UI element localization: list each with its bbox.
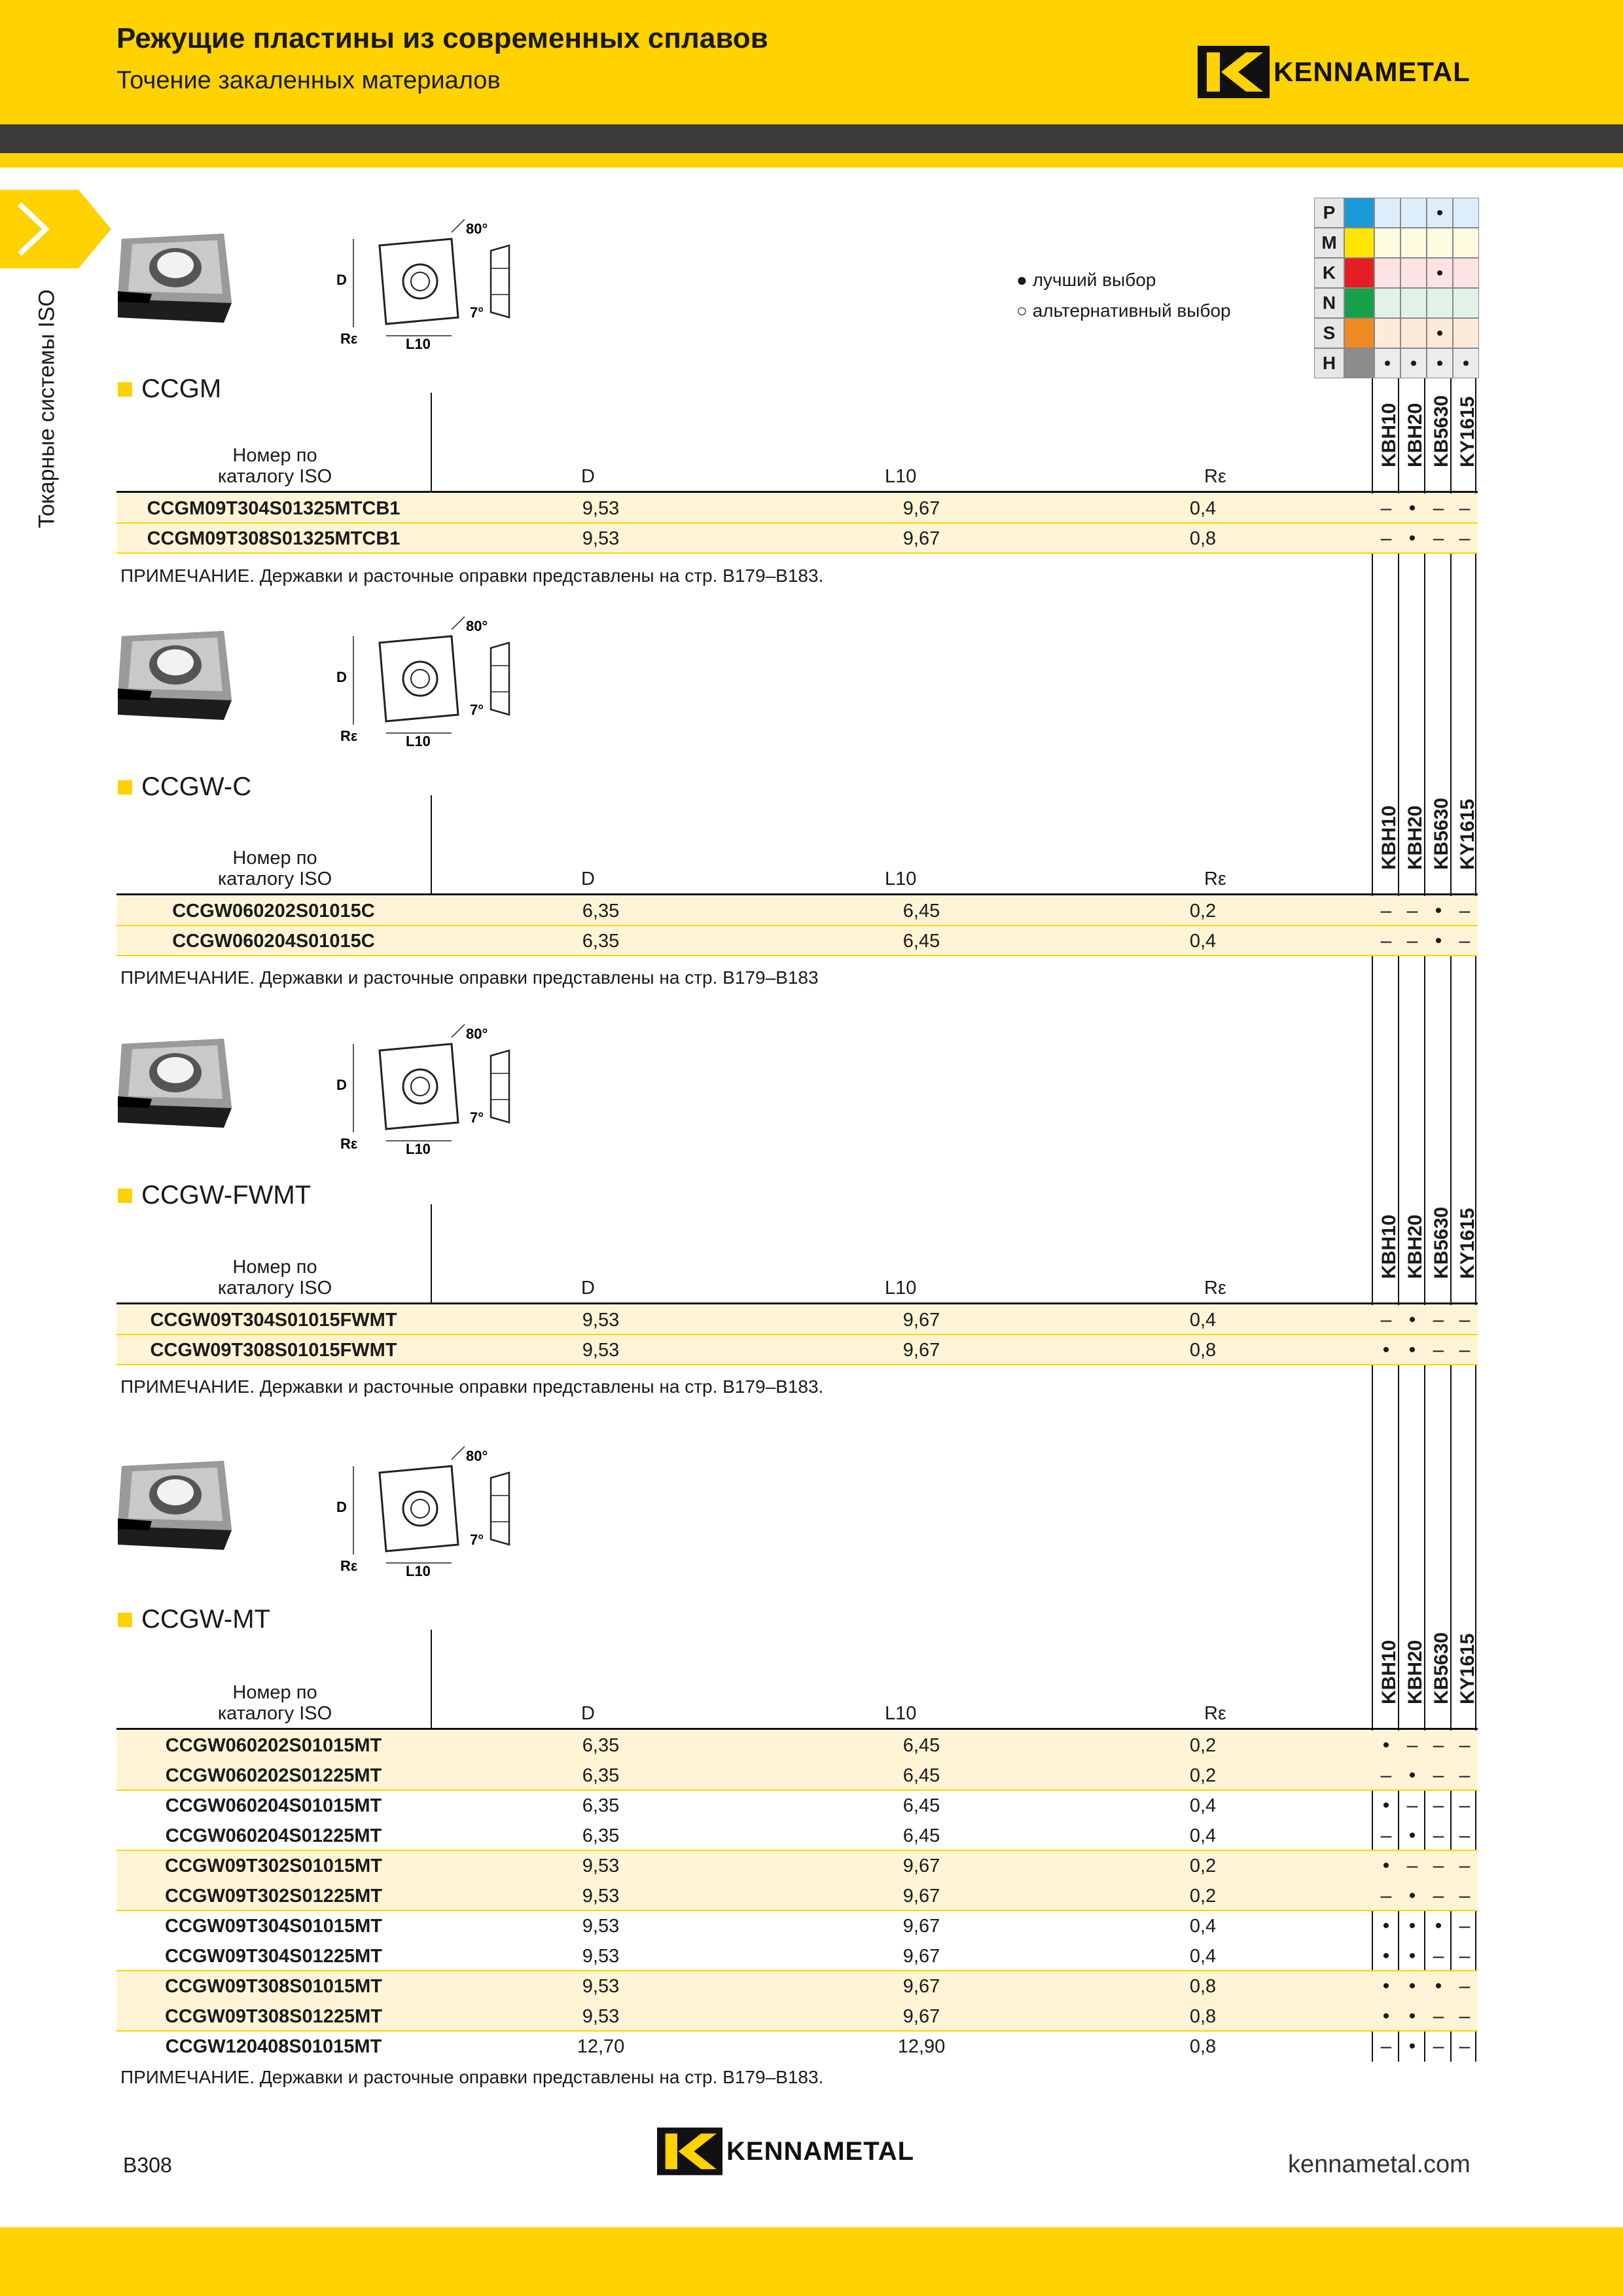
drawing-d-label: D	[336, 669, 347, 685]
insert-technical-drawing	[327, 1446, 537, 1577]
drawing-angle-label: 80°	[466, 1448, 488, 1464]
section-title: CCGM	[118, 374, 221, 404]
l10-value: 9,67	[902, 528, 940, 549]
grade-availability-mark: –	[1459, 1975, 1471, 1997]
grade-availability-mark: •	[1435, 930, 1442, 952]
drawing-re-label: Rε	[340, 1136, 358, 1152]
d-column-header: D	[581, 869, 595, 889]
re-value: 0,2	[1189, 1856, 1217, 1876]
grade-availability-mark: •	[1382, 1975, 1390, 1997]
l10-value: 9,67	[902, 1340, 940, 1361]
l10-value: 9,67	[902, 1310, 940, 1331]
grade-availability-mark: •	[1382, 1915, 1390, 1937]
header-dark-band	[0, 124, 1623, 153]
l10-value: 6,45	[902, 1825, 940, 1846]
material-grade-mark	[1400, 198, 1427, 228]
material-grade-mark: •	[1427, 258, 1453, 288]
grade-header: KBH20	[1404, 1640, 1426, 1704]
l10-column-header: L10	[885, 1703, 917, 1724]
re-value: 0,2	[1189, 1886, 1217, 1907]
grade-availability-mark: –	[1459, 1855, 1471, 1876]
l10-value: 6,45	[902, 901, 940, 922]
re-value: 0,4	[1189, 1795, 1217, 1816]
insert-technical-drawing	[327, 617, 537, 747]
grade-availability-mark: –	[1459, 1945, 1471, 1967]
grade-availability-mark: –	[1459, 1309, 1471, 1331]
grade-availability-mark: –	[1380, 1309, 1392, 1331]
yellow-square-icon	[118, 382, 132, 397]
grade-availability-mark: –	[1459, 2036, 1471, 2057]
material-grade-mark	[1400, 318, 1427, 348]
grade-header: KBH20	[1404, 1214, 1426, 1279]
section-note: ПРИМЕЧАНИЕ. Державки и расточные оправки представлены на стр. B179–B183.	[120, 2067, 824, 2087]
grade-header: KBH10	[1378, 805, 1400, 870]
re-value: 0,4	[1189, 1310, 1217, 1331]
catalog-number: CCGW09T304S01225MT	[164, 1946, 383, 1967]
d-value: 6,35	[582, 1765, 620, 1786]
grade-header: KBH20	[1404, 805, 1426, 870]
d-value: 9,53	[582, 1946, 620, 1967]
material-row-k	[1314, 258, 1479, 288]
re-column-header: Rε	[1204, 1278, 1226, 1299]
grade-availability-mark: •	[1408, 1339, 1416, 1361]
material-grade-mark: •	[1427, 198, 1453, 228]
grade-availability-mark: •	[1408, 528, 1416, 549]
grade-availability-mark: •	[1382, 1734, 1390, 1756]
material-grade-mark	[1374, 258, 1400, 288]
grade-availability-mark: –	[1433, 1339, 1444, 1361]
product-table	[116, 1305, 1478, 1365]
d-value: 9,53	[582, 1340, 620, 1361]
d-value: 9,53	[582, 498, 620, 519]
d-value: 6,35	[582, 1735, 620, 1756]
material-row-m	[1314, 228, 1479, 258]
material-grade-mark	[1453, 228, 1479, 258]
catalog-number: CCGW09T304S01015FWMT	[150, 1310, 397, 1331]
re-value: 0,4	[1189, 1946, 1217, 1967]
material-grade-mark	[1427, 288, 1453, 318]
material-letter: K	[1314, 258, 1344, 288]
kennametal-k-icon	[657, 2127, 722, 2176]
grade-header: KBH20	[1404, 403, 1426, 467]
table-row	[116, 1335, 1478, 1365]
legend-alternative: ○ альтернативный выбор	[1016, 300, 1231, 321]
d-value: 6,35	[582, 901, 620, 922]
grade-availability-mark: –	[1406, 900, 1418, 922]
d-value: 9,53	[582, 1310, 620, 1331]
catalog-number: CCGW09T302S01015MT	[164, 1856, 383, 1876]
material-letter: S	[1314, 318, 1344, 348]
grade-availability-mark: –	[1459, 1825, 1471, 1846]
grade-availability-mark: –	[1433, 497, 1444, 519]
grade-availability-mark: –	[1459, 1734, 1471, 1756]
l10-column-header: L10	[885, 1278, 917, 1299]
kennametal-logo	[1198, 46, 1471, 98]
grade-availability-mark: •	[1382, 1795, 1390, 1816]
grade-availability-mark: –	[1433, 1855, 1444, 1876]
d-value: 9,53	[582, 1976, 620, 1997]
grade-availability-mark: –	[1459, 497, 1471, 519]
re-value: 0,8	[1189, 528, 1217, 549]
material-color-swatch	[1344, 198, 1374, 228]
catalog-number-header: Номер по каталогу ISO	[217, 445, 332, 487]
grade-availability-mark: •	[1408, 1825, 1416, 1846]
grade-availability-mark: –	[1433, 1309, 1444, 1331]
grade-availability-mark: –	[1380, 2036, 1392, 2057]
re-value: 0,8	[1189, 1340, 1217, 1361]
grade-header: KB5630	[1431, 395, 1452, 467]
insert-technical-drawing	[327, 219, 537, 350]
grade-availability-mark: –	[1433, 1734, 1444, 1756]
material-row-s	[1314, 318, 1479, 348]
d-value: 9,53	[582, 1886, 620, 1907]
table-row	[116, 524, 1478, 554]
material-grade-mark	[1374, 228, 1400, 258]
drawing-d-label: D	[336, 1499, 347, 1515]
section-note: ПРИМЕЧАНИЕ. Державки и расточные оправки представлены на стр. B179–B183	[120, 967, 819, 988]
re-value: 0,8	[1189, 2006, 1217, 2027]
drawing-l10-label: L10	[406, 1563, 431, 1577]
grade-availability-mark: –	[1406, 930, 1418, 952]
grade-availability-mark: •	[1408, 2005, 1416, 2027]
table-row	[116, 1821, 1478, 1851]
catalog-number: CCGM09T308S01325MTCB1	[147, 528, 401, 549]
drawing-re-label: Rε	[340, 1558, 358, 1574]
side-section-label: Токарные системы ISO	[34, 289, 60, 528]
l10-value: 9,67	[902, 1856, 940, 1876]
re-value: 0,4	[1189, 1825, 1217, 1846]
re-column-header: Rε	[1204, 1703, 1226, 1724]
table-row	[116, 1791, 1478, 1821]
grade-availability-mark: –	[1380, 1885, 1392, 1907]
drawing-angle-label: 80°	[466, 1026, 488, 1042]
catalog-number: CCGW120408S01015MT	[165, 2036, 382, 2057]
material-letter: M	[1314, 228, 1344, 258]
re-value: 0,8	[1189, 1976, 1217, 1997]
grade-availability-mark: •	[1435, 900, 1442, 922]
catalog-number: CCGW060202S01015C	[172, 901, 375, 922]
table-row	[116, 1911, 1478, 1941]
re-value: 0,2	[1189, 901, 1217, 922]
grade-header: KB5630	[1431, 797, 1452, 870]
insert-technical-drawing	[327, 1024, 537, 1155]
d-value: 9,53	[582, 1916, 620, 1937]
material-grade-mark: •	[1427, 348, 1453, 378]
re-value: 0,2	[1189, 1765, 1217, 1786]
grade-availability-mark: –	[1459, 2005, 1471, 2027]
l10-value: 9,67	[902, 1946, 940, 1967]
d-value: 12,70	[577, 2036, 625, 2057]
drawing-clearance-label: 7°	[470, 1109, 484, 1126]
material-grade-mark: •	[1453, 348, 1479, 378]
grade-availability-mark: –	[1380, 497, 1392, 519]
catalog-number: CCGM09T304S01325MTCB1	[147, 498, 401, 519]
re-value: 0,4	[1189, 498, 1217, 519]
product-table	[116, 896, 1478, 956]
section-title: CCGW-MT	[118, 1605, 270, 1634]
grade-availability-mark: –	[1459, 1885, 1471, 1907]
grade-header: KY1615	[1457, 1633, 1478, 1704]
grade-availability-mark: –	[1459, 1339, 1471, 1361]
insert-photo-icon	[113, 623, 237, 728]
material-grade-mark	[1453, 198, 1479, 228]
table-header-divider	[431, 795, 432, 893]
table-row	[116, 1761, 1478, 1791]
re-value: 0,4	[1189, 1916, 1217, 1937]
catalog-number: CCGW060204S01015MT	[165, 1795, 382, 1816]
material-color-swatch	[1344, 288, 1374, 318]
catalog-number-header: Номер по каталогу ISO	[217, 848, 332, 889]
grade-availability-mark: •	[1408, 1765, 1416, 1786]
material-grade-mark	[1374, 198, 1400, 228]
d-value: 9,53	[582, 2006, 620, 2027]
grade-header: KB5630	[1431, 1206, 1452, 1279]
website-link[interactable]: kennametal.com	[1288, 2151, 1471, 2178]
material-color-swatch	[1344, 228, 1374, 258]
l10-value: 6,45	[902, 931, 940, 952]
drawing-d-label: D	[336, 272, 347, 288]
table-row	[116, 896, 1478, 926]
l10-value: 9,67	[902, 1886, 940, 1907]
material-color-swatch	[1344, 258, 1374, 288]
material-letter: N	[1314, 288, 1344, 318]
catalog-number: CCGW060202S01225MT	[165, 1765, 382, 1786]
section-title: CCGW-FWMT	[118, 1181, 311, 1210]
footer-kennametal-logo	[657, 2127, 914, 2176]
material-grade-mark	[1453, 318, 1479, 348]
grade-header: KY1615	[1457, 396, 1478, 467]
catalog-number: CCGW09T304S01015MT	[164, 1916, 383, 1937]
grade-header: KBH10	[1378, 1214, 1400, 1279]
drawing-d-label: D	[336, 1077, 347, 1093]
grade-availability-mark: –	[1433, 1945, 1444, 1967]
grade-header: KY1615	[1457, 798, 1478, 870]
grade-availability-mark: –	[1459, 930, 1471, 952]
grade-availability-mark: •	[1382, 2005, 1390, 2027]
catalog-number: CCGW060202S01015MT	[165, 1735, 382, 1756]
material-grade-mark	[1453, 258, 1479, 288]
material-color-swatch	[1344, 348, 1374, 378]
grade-availability-mark: –	[1433, 1825, 1444, 1846]
material-grade-mark: •	[1427, 318, 1453, 348]
l10-value: 6,45	[902, 1765, 940, 1786]
l10-value: 12,90	[897, 2036, 946, 2057]
drawing-l10-label: L10	[406, 1141, 431, 1155]
table-header-rule	[116, 1728, 1478, 1730]
grade-availability-mark: •	[1408, 497, 1416, 519]
catalog-number: CCGW09T302S01225MT	[164, 1886, 383, 1907]
table-row	[116, 1731, 1478, 1761]
logo-wordmark: KENNAMETAL	[1274, 56, 1471, 87]
grade-header: KBH10	[1378, 403, 1400, 467]
table-row	[116, 1971, 1478, 2001]
insert-photo-icon	[113, 1453, 237, 1558]
material-letter: H	[1314, 348, 1344, 378]
table-header-rule	[116, 491, 1478, 493]
l10-column-header: L10	[885, 869, 917, 889]
l10-value: 6,45	[902, 1735, 940, 1756]
material-color-swatch	[1344, 318, 1374, 348]
catalog-number: CCGW09T308S01015FWMT	[150, 1340, 397, 1361]
grade-availability-mark: –	[1380, 900, 1392, 922]
grade-availability-mark: •	[1382, 1339, 1390, 1361]
catalog-number: CCGW060204S01015C	[172, 931, 375, 952]
drawing-clearance-label: 7°	[470, 304, 484, 321]
footer-logo-wordmark: KENNAMETAL	[726, 2136, 915, 2166]
grade-availability-mark: –	[1380, 1825, 1392, 1846]
re-value: 0,2	[1189, 1735, 1217, 1756]
grade-availability-mark: –	[1459, 1765, 1471, 1786]
grade-availability-mark: •	[1408, 1945, 1416, 1967]
material-row-n	[1314, 288, 1479, 318]
material-grade-mark	[1400, 288, 1427, 318]
table-header-rule	[116, 893, 1478, 895]
grade-availability-mark: –	[1433, 1885, 1444, 1907]
section-note: ПРИМЕЧАНИЕ. Державки и расточные оправки представлены на стр. B179–B183.	[120, 565, 824, 586]
material-grade-mark: •	[1400, 348, 1427, 378]
l10-value: 9,67	[902, 1976, 940, 1997]
material-row-h	[1314, 348, 1479, 378]
material-grade-mark	[1400, 258, 1427, 288]
material-letter: P	[1314, 198, 1344, 228]
grade-availability-mark: –	[1433, 2036, 1444, 2057]
yellow-square-icon	[118, 780, 132, 795]
table-row	[116, 1881, 1478, 1911]
kennametal-k-icon	[1198, 46, 1270, 98]
grade-header: KB5630	[1431, 1632, 1452, 1704]
grade-availability-mark: •	[1435, 1975, 1442, 1997]
table-row	[116, 1941, 1478, 1971]
grade-availability-mark: –	[1380, 528, 1392, 549]
material-group-grid	[1314, 198, 1479, 378]
re-value: 0,8	[1189, 2036, 1217, 2057]
d-value: 9,53	[582, 1856, 620, 1876]
grade-availability-mark: •	[1408, 1915, 1416, 1937]
l10-value: 9,67	[902, 1916, 940, 1937]
d-value: 6,35	[582, 1795, 620, 1816]
material-grade-mark	[1453, 288, 1479, 318]
d-value: 6,35	[582, 1825, 620, 1846]
table-row	[116, 493, 1478, 524]
l10-value: 6,45	[902, 1795, 940, 1816]
section-note: ПРИМЕЧАНИЕ. Державки и расточные оправки представлены на стр. B179–B183.	[120, 1376, 824, 1397]
drawing-l10-label: L10	[406, 733, 431, 747]
legend-best: ● лучший выбор	[1016, 270, 1156, 290]
catalog-number-header: Номер по каталогу ISO	[217, 1682, 332, 1724]
insert-photo-icon	[113, 226, 237, 331]
table-row	[116, 926, 1478, 956]
grade-availability-mark: –	[1459, 1795, 1471, 1816]
table-row	[116, 1305, 1478, 1335]
grade-availability-mark: –	[1380, 1765, 1392, 1786]
grade-availability-mark: –	[1406, 1795, 1418, 1816]
page-number: B308	[123, 2153, 172, 2177]
product-table	[116, 1731, 1478, 2062]
d-column-header: D	[581, 1703, 595, 1724]
re-column-header: Rε	[1204, 869, 1226, 889]
page-title: Режущие пластины из современных сплавов	[116, 22, 768, 54]
table-header-divider	[431, 1630, 432, 1728]
l10-column-header: L10	[885, 466, 917, 487]
grade-header: KY1615	[1457, 1208, 1478, 1279]
d-column-header: D	[581, 466, 595, 487]
grade-availability-mark: –	[1433, 528, 1444, 549]
yellow-square-icon	[118, 1189, 132, 1203]
footer-band	[0, 2227, 1623, 2296]
re-value: 0,4	[1189, 931, 1217, 952]
d-column-header: D	[581, 1278, 595, 1299]
insert-photo-icon	[113, 1031, 237, 1136]
material-row-p	[1314, 198, 1479, 228]
grade-availability-mark: •	[1382, 1945, 1390, 1967]
re-column-header: Rε	[1204, 466, 1226, 487]
header-yellow-band	[0, 153, 1623, 168]
grade-availability-mark: •	[1408, 1975, 1416, 1997]
d-value: 9,53	[582, 528, 620, 549]
table-header-divider	[431, 393, 432, 491]
l10-value: 9,67	[902, 498, 940, 519]
yellow-square-icon	[118, 1613, 132, 1627]
grade-availability-mark: –	[1459, 1915, 1471, 1937]
catalog-number: CCGW09T308S01225MT	[164, 2006, 383, 2027]
drawing-re-label: Rε	[340, 331, 358, 347]
grade-availability-mark: –	[1459, 900, 1471, 922]
grade-availability-mark: •	[1435, 1915, 1442, 1937]
grade-availability-mark: –	[1459, 528, 1471, 549]
catalog-number-header: Номер по каталогу ISO	[217, 1257, 332, 1299]
material-grade-mark: •	[1374, 348, 1400, 378]
section-title: CCGW-C	[118, 772, 251, 802]
d-value: 6,35	[582, 931, 620, 952]
drawing-re-label: Rε	[340, 728, 358, 744]
material-grade-mark	[1374, 318, 1400, 348]
grade-availability-mark: –	[1380, 930, 1392, 952]
table-row	[116, 2001, 1478, 2032]
drawing-l10-label: L10	[406, 336, 431, 350]
grade-availability-mark: –	[1433, 1765, 1444, 1786]
drawing-clearance-label: 7°	[470, 702, 484, 718]
material-grade-mark	[1427, 228, 1453, 258]
grade-header: KBH10	[1378, 1640, 1400, 1704]
grade-availability-mark: –	[1433, 1795, 1444, 1816]
catalog-number: CCGW060204S01225MT	[165, 1825, 382, 1846]
drawing-angle-label: 80°	[466, 618, 488, 634]
l10-value: 9,67	[902, 2006, 940, 2027]
side-chevron-icon	[0, 190, 111, 268]
catalog-number: CCGW09T308S01015MT	[164, 1976, 383, 1997]
page-subtitle: Точение закаленных материалов	[116, 67, 501, 94]
drawing-angle-label: 80°	[466, 221, 488, 237]
drawing-clearance-label: 7°	[470, 1532, 484, 1548]
grade-availability-mark: •	[1408, 1885, 1416, 1907]
product-table	[116, 493, 1478, 554]
table-row	[116, 1851, 1478, 1881]
material-grade-mark	[1400, 228, 1427, 258]
legend	[1016, 264, 1231, 326]
grade-availability-mark: •	[1408, 2036, 1416, 2057]
table-row	[116, 2032, 1478, 2062]
grade-availability-mark: –	[1406, 1734, 1418, 1756]
material-grade-mark	[1374, 288, 1400, 318]
grade-availability-mark: •	[1382, 1855, 1390, 1876]
grade-availability-mark: –	[1433, 2005, 1444, 2027]
table-header-divider	[431, 1204, 432, 1302]
grade-availability-mark: •	[1408, 1309, 1416, 1331]
grade-availability-mark: –	[1406, 1855, 1418, 1876]
table-header-rule	[116, 1302, 1478, 1304]
